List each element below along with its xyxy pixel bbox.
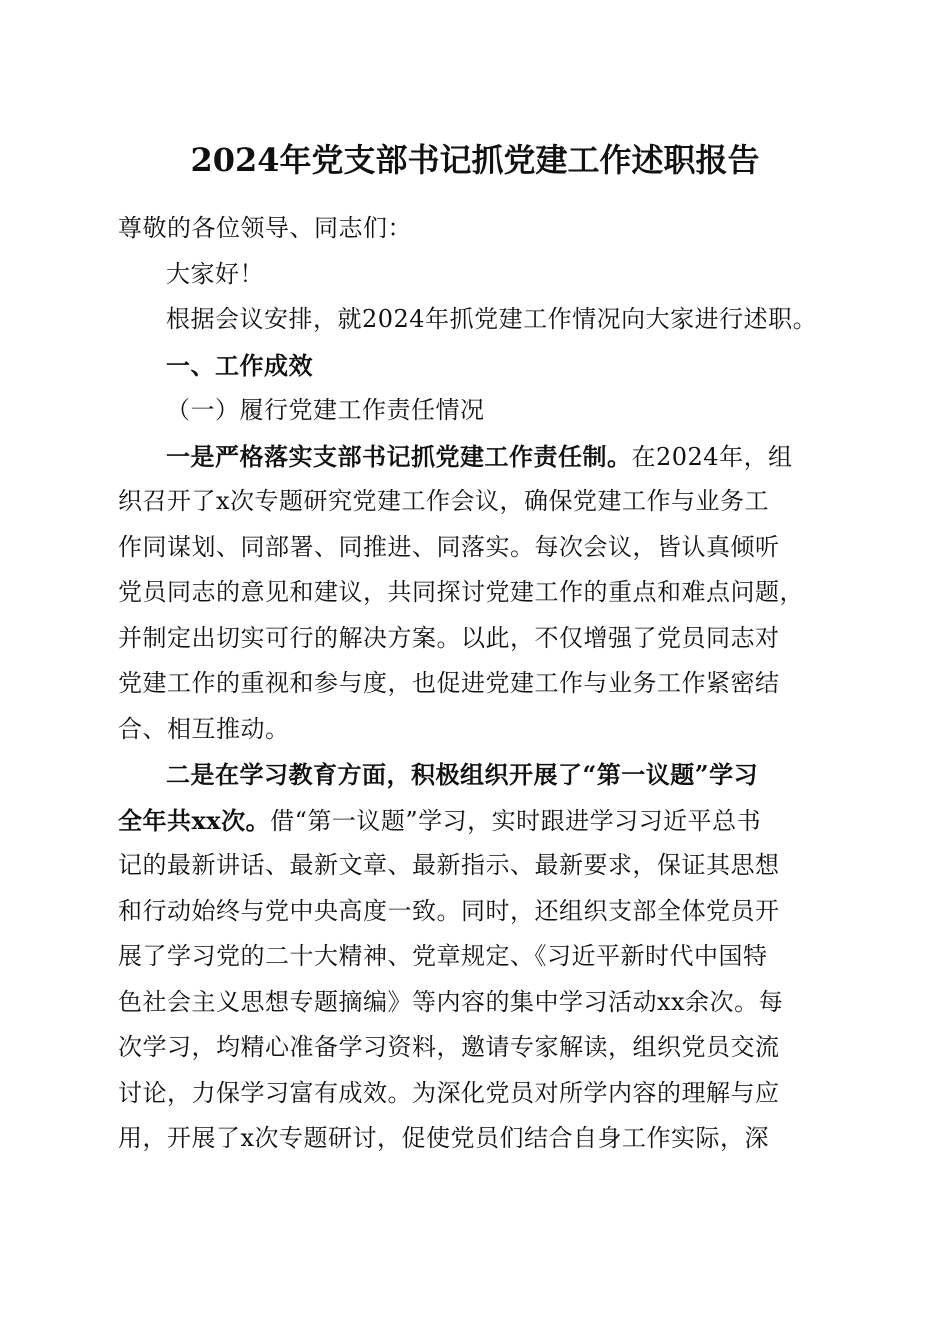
paragraph-2-lead: 全年共xx次。 xyxy=(118,805,271,835)
paragraph-1-text: 在2024年，组 xyxy=(631,442,793,471)
paragraph-1-line: 合、相互推动。 xyxy=(118,714,290,743)
document-body xyxy=(118,206,838,1162)
paragraph-1-line xyxy=(118,434,838,480)
salutation: 尊敬的各位领导、同志们： xyxy=(118,214,412,242)
subsection-heading-1: （一）履行党建工作责任情况 xyxy=(166,396,485,424)
paragraph-2 xyxy=(118,752,838,1162)
greeting: 大家好！ xyxy=(166,259,264,288)
paragraph-1 xyxy=(118,434,838,753)
paragraph-2-line: 展了学习党的二十大精神、党章规定、《习近平新时代中国特 xyxy=(118,942,768,970)
section-heading-1: 一、工作成效 xyxy=(166,350,313,380)
paragraph-1-line: 织召开了x次专题研究党建工作会议，确保党建工作与业务工 xyxy=(118,487,770,515)
paragraph-1-line: 党员同志的意见和建议，共同探讨党建工作的重点和难点问题， xyxy=(118,578,804,606)
paragraph-2-line: 讨论，力保学习富有成效。为深化党员对所学内容的理解与应 xyxy=(118,1078,780,1107)
paragraph-2-text: 借“第一议题”学习，实时跟进学习习近平总书 xyxy=(270,806,762,835)
paragraph-2-line: 色社会主义思想专题摘编》等内容的集中学习活动xx余次。每 xyxy=(118,987,784,1016)
paragraph-2-line: 记的最新讲话、最新文章、最新指示、最新要求，保证其思想 xyxy=(118,851,780,879)
intro-paragraph: 根据会议安排，就2024年抓党建工作情况向大家进行述职。 xyxy=(166,305,818,333)
paragraph-1-lead: 一是严格落实支部书记抓党建工作责任制。 xyxy=(166,441,632,471)
document-title: 2024年党支部书记抓党建工作述职报告 xyxy=(190,141,760,179)
paragraph-2-line xyxy=(118,798,838,844)
paragraph-1-line: 并制定出切实可行的解决方案。以此，不仅增强了党员同志对 xyxy=(118,623,780,652)
paragraph-2-lead-line: 二是在学习教育方面，积极组织开展了“第一议题”学习 xyxy=(166,760,759,789)
paragraph-2-line: 用，开展了x次专题研讨，促使党员们结合自身工作实际，深 xyxy=(118,1124,770,1152)
paragraph-1-line: 党建工作的重视和参与度，也促进党建工作与业务工作紧密结 xyxy=(118,669,780,697)
paragraph-1-line: 作同谋划、同部署、同推进、同落实。每次会议，皆认真倾听 xyxy=(118,532,780,561)
paragraph-2-line: 次学习，均精心准备学习资料，邀请专家解读，组织党员交流 xyxy=(118,1033,780,1061)
paragraph-2-line: 和行动始终与党中央高度一致。同时，还组织支部全体党员开 xyxy=(118,896,780,925)
